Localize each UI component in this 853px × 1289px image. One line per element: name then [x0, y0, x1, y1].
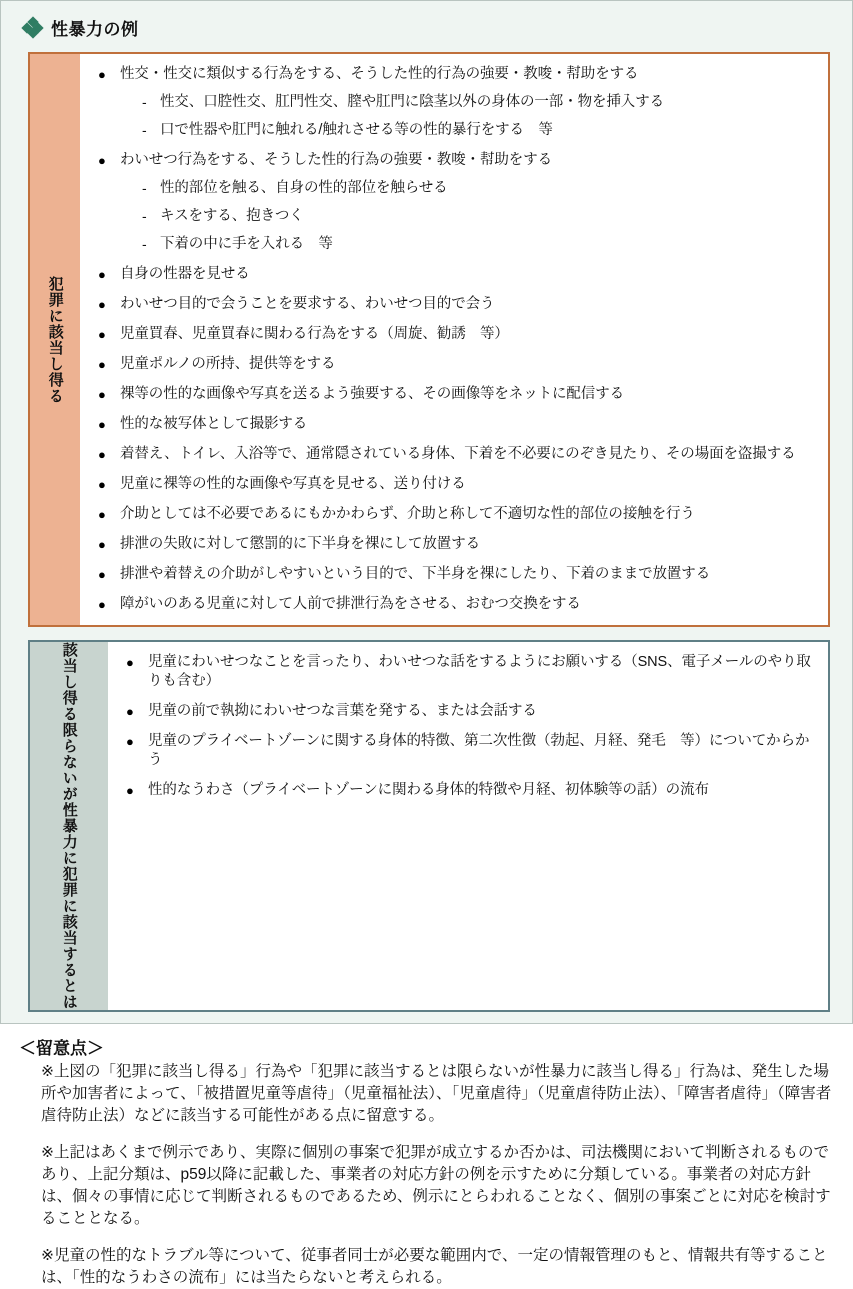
bullet-icon: ●: [126, 655, 134, 670]
list-item-text: 介助としては不必要であるにもかかわらず、介助と称して不適切な性的部位の接触を行う: [120, 506, 695, 522]
sub-list-item-text: 口で性器や肛門に触れる/触れさせる等の性的暴行をする 等: [160, 122, 553, 138]
list-item-text: 着替え、トイレ、入浴等で、通常隠されている身体、下着を不必要にのぞき見たり、その場面を盗撮する: [120, 446, 796, 462]
bullet-icon: ●: [98, 267, 106, 282]
bullet-icon: ●: [98, 327, 106, 342]
bullet-icon: ●: [126, 783, 134, 798]
sub-list-item-text: 性的部位を触る、自身の性的部位を触らせる: [160, 180, 448, 196]
notes-section: [19, 1034, 838, 1289]
sub-list-item-text: キスをする、抱きつく: [160, 208, 304, 224]
dash-icon: -: [142, 208, 147, 224]
list-item-text: 裸等の性的な画像や写真を送るよう強要する、その画像等をネットに配信する: [120, 386, 624, 402]
list-item: [95, 295, 820, 314]
diamond-cluster-icon: [23, 18, 42, 37]
list-item-text: 児童ポルノの所持、提供等をする: [120, 356, 336, 372]
list-item-text: 児童の前で執拗にわいせつな言葉を発する、または会話する: [148, 703, 537, 719]
bullet-icon: ●: [98, 417, 106, 432]
category-label-column: 該当し得る: [60, 642, 78, 722]
bullet-icon: ●: [98, 597, 106, 612]
sub-list-item-text: 下着の中に手を入れる 等: [160, 236, 333, 252]
list-item: [95, 415, 820, 434]
page-title: 性暴力の例: [51, 20, 139, 39]
sub-list-item: [120, 121, 820, 140]
bullet-icon: ●: [126, 734, 134, 749]
list-item: [95, 535, 820, 554]
bullet-icon: ●: [98, 507, 106, 522]
category-label-not-crime: [30, 642, 108, 1010]
list-item: [95, 475, 820, 494]
category-label-column: 犯罪に該当し得る: [46, 275, 64, 404]
list-item: [95, 265, 820, 284]
list-item-text: 排泄の失敗に対して懲罰的に下半身を裸にして放置する: [120, 536, 480, 552]
category-label-column: 犯罪に該当するとは: [60, 866, 78, 1010]
bullet-icon: ●: [98, 567, 106, 582]
bullet-icon: ●: [98, 387, 106, 402]
bullet-icon: ●: [98, 537, 106, 552]
sub-list-item: [120, 93, 820, 112]
sub-list-item: [120, 207, 820, 226]
list-item-text: 障がいのある児童に対して人前で排泄行為をさせる、おむつ交換をする: [120, 596, 581, 612]
sub-list: [120, 93, 820, 140]
list-item-text: 性的なうわさ（プライベートゾーンに関わる身体的特徴や月経、初体験等の話）の流布: [148, 782, 709, 798]
category-label-crime: [30, 54, 80, 625]
list-item-text: わいせつ行為をする、そうした性的行為の強要・教唆・幇助をする: [120, 152, 552, 168]
list-item: [95, 325, 820, 344]
bullet-icon: ●: [98, 477, 106, 492]
dash-icon: -: [142, 236, 147, 252]
list-item: [95, 595, 820, 614]
bullet-icon: ●: [98, 447, 106, 462]
list-item: [95, 505, 820, 524]
list-item: [123, 653, 820, 691]
list-item: [95, 65, 820, 140]
list-item-text: 児童のプライベートゾーンに関する身体的特徴、第二次性徴（勃起、月経、発毛 等）についてからかう: [148, 733, 810, 768]
list-item-text: 性交・性交に類似する行為をする、そうした性的行為の強要・教唆・幇助をする: [120, 66, 639, 82]
bullet-icon: ●: [126, 704, 134, 719]
list-item: [95, 445, 820, 464]
dash-icon: -: [142, 180, 147, 196]
bullet-icon: ●: [98, 67, 106, 82]
list-item-text: わいせつ目的で会うことを要求する、わいせつ目的で会う: [120, 296, 495, 312]
note-paragraph: ※上記はあくまで例示であり、実際に個別の事案で犯罪が成立するか否かは、司法機関において判断されるものであり、上記分類は、p59以降に記載した、事業者の対応方針の例を示すために分類している。事業者の対応方針は、個々の事情に応じて判断されるものであるため、例示にとらわれることなく、個別の事案ごとに対応を検討することとなる。: [41, 1144, 831, 1227]
list-item: [95, 565, 820, 584]
list-item-text: 性的な被写体として撮影する: [120, 416, 308, 432]
list-item: [123, 732, 820, 770]
dash-icon: -: [142, 122, 147, 138]
sub-list-item: [120, 235, 820, 254]
crime-item-list: [80, 54, 828, 625]
category-box-crime: [28, 52, 830, 627]
note-paragraph: ※児童の性的なトラブル等について、従事者同士が必要な範囲内で、一定の情報管理のもと、情報共有等することは、「性的なうわさの流布」には当たらないと考えられる。: [41, 1247, 828, 1286]
sub-list-item-text: 性交、口腔性交、肛門性交、膣や肛門に陰茎以外の身体の一部・物を挿入する: [160, 94, 664, 110]
category-label-column: 限らないが性暴力に: [60, 722, 78, 866]
list-item-text: 児童にわいせつなことを言ったり、わいせつな話をするようにお願いする（SNS、電子メールのやり取りも含む）: [148, 654, 811, 689]
list-item: [123, 781, 820, 800]
list-item: [123, 702, 820, 721]
list-item: [95, 385, 820, 404]
notes-heading: ＜留意点＞: [19, 1039, 104, 1058]
list-item-text: 排泄や着替えの介助がしやすいという目的で、下半身を裸にしたり、下着のままで放置する: [120, 566, 711, 582]
category-box-not-crime: [28, 640, 830, 1012]
not-crime-item-list: [108, 642, 828, 1010]
sub-list: [120, 179, 820, 254]
bullet-icon: ●: [98, 357, 106, 372]
page-header: [1, 1, 852, 50]
list-item-text: 児童に裸等の性的な画像や写真を見せる、送り付ける: [120, 476, 466, 492]
list-item: [95, 151, 820, 254]
list-item-text: 児童買春、児童買春に関わる行為をする（周旋、勧誘 等）: [120, 326, 509, 342]
sub-list-item: [120, 179, 820, 198]
list-item-text: 自身の性器を見せる: [120, 266, 250, 282]
bullet-icon: ●: [98, 297, 106, 312]
bullet-icon: ●: [98, 153, 106, 168]
note-paragraph: ※上図の「犯罪に該当し得る」行為や「犯罪に該当するとは限らないが性暴力に該当し得る」行為は、発生した場所や加害者によって、「被措置児童等虐待」（児童福祉法）、「児童虐待」（児童虐待防止法）、「障害者虐待」（障害者虐待防止法）などに該当する可能性がある点に留意する。: [41, 1063, 832, 1124]
list-item: [95, 355, 820, 374]
dash-icon: -: [142, 94, 147, 110]
